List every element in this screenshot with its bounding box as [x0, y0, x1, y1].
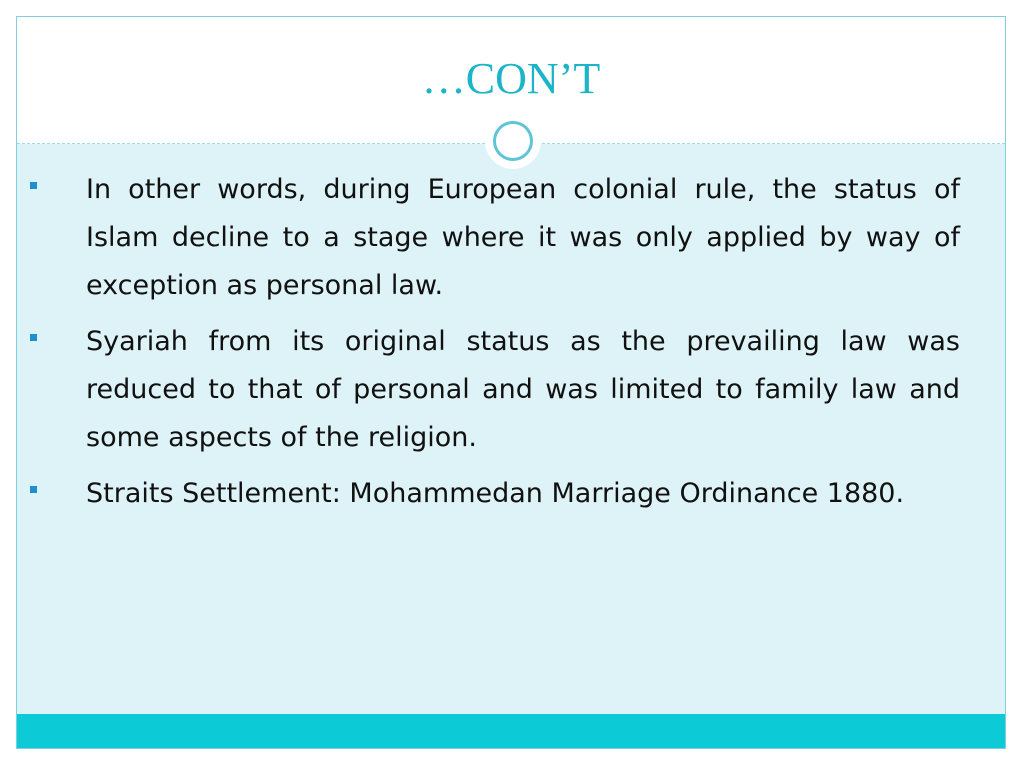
- square-bullet-icon: [30, 334, 37, 341]
- circle-ring-icon: [485, 113, 541, 169]
- bullet-list: [28, 166, 960, 526]
- square-bullet-icon: [30, 182, 37, 189]
- ring-shape: [493, 121, 533, 161]
- square-bullet-icon: [30, 486, 37, 493]
- list-item: [28, 470, 960, 518]
- bullet-text: Straits Settlement: Mohammedan Marriage Ordinance 1880.: [86, 478, 905, 509]
- bullet-text: In other words, during European colonial rule, the status of Islam decline to a stage where it was only applied by way of exception as personal law.: [86, 174, 960, 301]
- footer-bar: [17, 714, 1005, 748]
- slide-title: …CON’T: [421, 54, 601, 103]
- list-item: [28, 318, 960, 462]
- list-item: [28, 166, 960, 310]
- bullet-text: Syariah from its original status as the prevailing law was reduced to that of personal and was limited to family law and some aspects of the religion.: [86, 326, 960, 453]
